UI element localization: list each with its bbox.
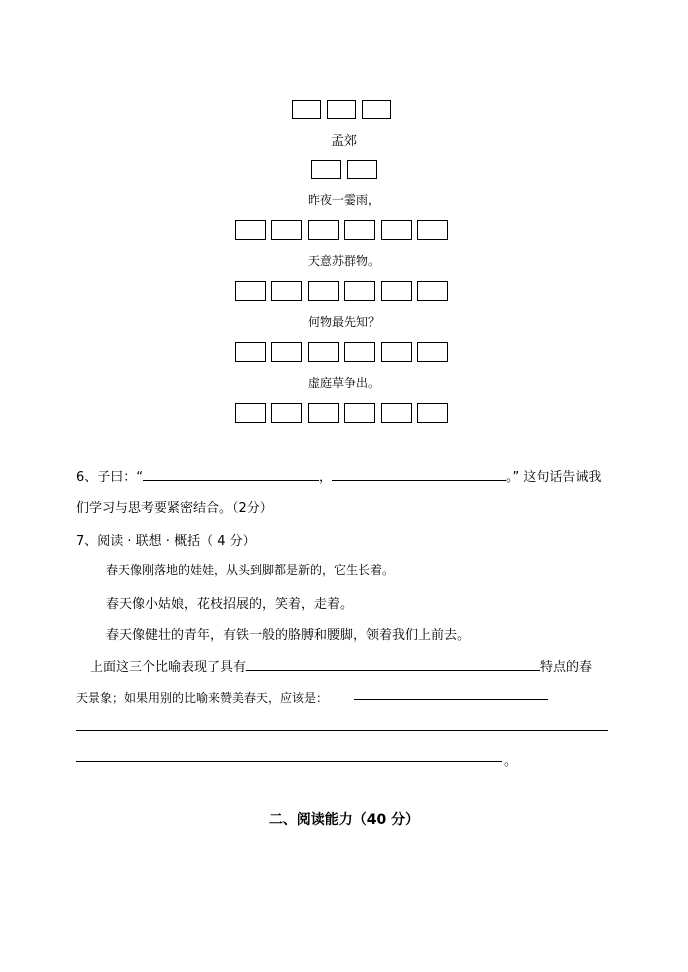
q7-prompt-end: 特点的春 bbox=[540, 660, 593, 675]
q6-comma: ， bbox=[319, 470, 333, 485]
answer-box[interactable] bbox=[344, 342, 375, 362]
q7-blank-feature[interactable] bbox=[246, 658, 540, 671]
poem-line-3: 何物最先知？ bbox=[307, 315, 380, 329]
section-2-title: 二、阅读能力（40 分） bbox=[268, 812, 420, 828]
q6-prefix: 6、子曰：“ bbox=[76, 470, 144, 485]
answer-box[interactable] bbox=[327, 100, 356, 119]
poem-author: 孟郊 bbox=[330, 134, 357, 149]
line-3-boxes bbox=[0, 342, 688, 362]
answer-box[interactable] bbox=[381, 342, 412, 362]
q7-blank-metaphor[interactable] bbox=[354, 699, 548, 700]
answer-box[interactable] bbox=[271, 342, 302, 362]
answer-box[interactable] bbox=[308, 281, 339, 301]
line-2-boxes bbox=[0, 281, 688, 301]
q7-answer-line-1[interactable] bbox=[76, 730, 608, 731]
title-boxes bbox=[0, 100, 688, 119]
q7-paragraph-2: 春天像小姑娘，花枝招展的，笑着，走着。 bbox=[106, 597, 354, 612]
q7-line-2: 天景象；如果用别的比喻来赞美春天，应该是： bbox=[76, 691, 329, 705]
answer-box[interactable] bbox=[235, 342, 266, 362]
q7-paragraph-3: 春天像健壮的青年，有铁一般的胳膊和腰脚，领着我们上前去。 bbox=[106, 628, 471, 643]
q7-end-mark: 。 bbox=[504, 754, 518, 769]
answer-box[interactable] bbox=[362, 100, 391, 119]
answer-box[interactable] bbox=[308, 342, 339, 362]
answer-box[interactable] bbox=[235, 403, 266, 423]
q7-prompt bbox=[90, 656, 592, 675]
answer-box[interactable] bbox=[308, 220, 339, 240]
answer-box[interactable] bbox=[417, 281, 448, 301]
q6-blank-2[interactable] bbox=[332, 468, 506, 481]
answer-box[interactable] bbox=[381, 281, 412, 301]
answer-box[interactable] bbox=[235, 281, 266, 301]
answer-box[interactable] bbox=[381, 220, 412, 240]
answer-box[interactable] bbox=[344, 220, 375, 240]
q6-suffix: 。” 这句话告诫我 bbox=[506, 470, 602, 485]
q6-blank-1[interactable] bbox=[143, 468, 319, 481]
q7-paragraph-1: 春天像刚落地的娃娃，从头到脚都是新的，它生长着。 bbox=[106, 563, 395, 577]
line-4-boxes bbox=[0, 403, 688, 423]
poem-line-4: 虚庭草争出。 bbox=[307, 376, 380, 390]
answer-box[interactable] bbox=[271, 220, 302, 240]
answer-box[interactable] bbox=[381, 403, 412, 423]
q7-answer-line-2[interactable] bbox=[76, 761, 502, 762]
answer-box[interactable] bbox=[235, 220, 266, 240]
answer-box[interactable] bbox=[271, 403, 302, 423]
answer-box[interactable] bbox=[417, 403, 448, 423]
q6-line-2: 们学习与思考要紧密结合。（2分） bbox=[76, 501, 273, 516]
answer-box[interactable] bbox=[344, 403, 375, 423]
answer-box[interactable] bbox=[417, 220, 448, 240]
poem-line-2: 天意苏群物。 bbox=[307, 254, 380, 268]
answer-box[interactable] bbox=[308, 403, 339, 423]
q7-title: 7、阅读 · 联想 · 概括（ 4 分） bbox=[76, 534, 256, 549]
answer-box[interactable] bbox=[311, 160, 341, 179]
line-1-boxes bbox=[0, 220, 688, 240]
answer-box[interactable] bbox=[417, 342, 448, 362]
q7-prompt-start: 上面这三个比喻表现了具有 bbox=[90, 660, 247, 675]
answer-box[interactable] bbox=[292, 100, 321, 119]
answer-box[interactable] bbox=[344, 281, 375, 301]
question-6 bbox=[76, 466, 601, 485]
answer-box[interactable] bbox=[271, 281, 302, 301]
answer-box[interactable] bbox=[347, 160, 377, 179]
author-boxes bbox=[0, 160, 688, 179]
poem-line-1: 昨夜一霎雨， bbox=[307, 193, 380, 207]
